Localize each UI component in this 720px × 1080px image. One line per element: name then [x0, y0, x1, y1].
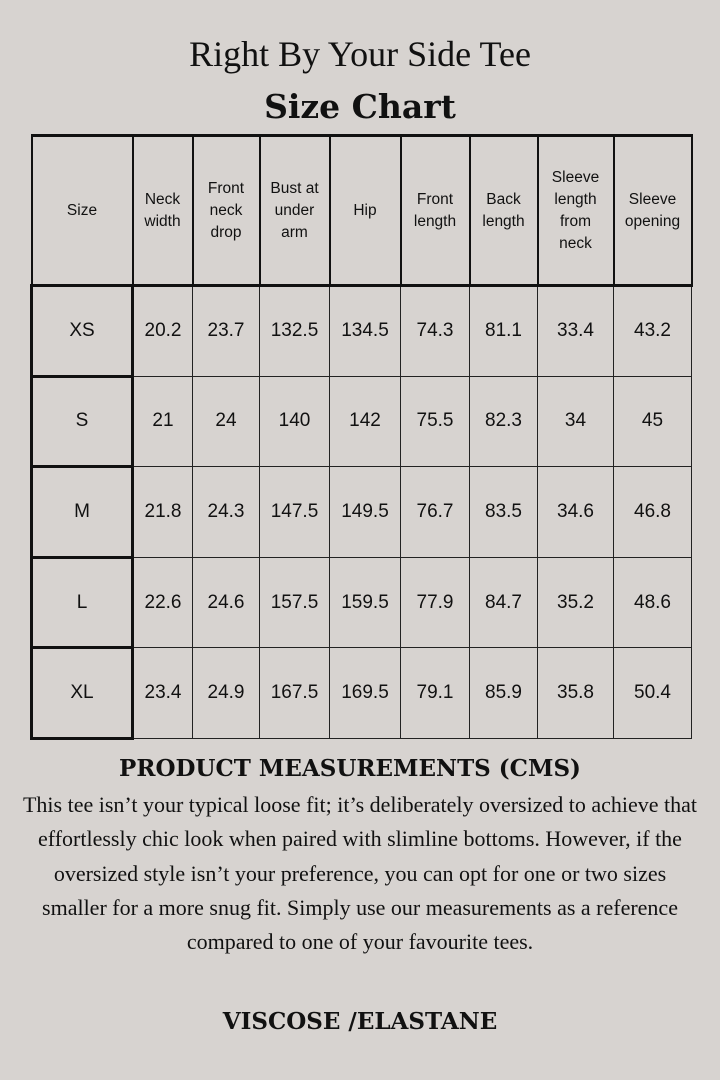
measurement-cell: 81.1 [470, 286, 538, 377]
table-row [32, 557, 692, 648]
measurement-cell: 33.4 [538, 286, 614, 377]
size-cell: XL [32, 648, 133, 739]
table-row [32, 467, 692, 558]
size-cell: S [32, 376, 133, 467]
table-row [32, 648, 692, 739]
size-chart-heading: Size Chart [264, 87, 456, 126]
measurement-cell: 24.6 [193, 557, 260, 648]
measurement-cell: 77.9 [401, 557, 470, 648]
measurement-cell: 167.5 [260, 648, 330, 739]
size-cell: L [32, 557, 133, 648]
measurement-cell: 140 [260, 376, 330, 467]
measurement-cell: 82.3 [470, 376, 538, 467]
column-header-front-neck-drop: Front neck drop [193, 136, 260, 286]
measurement-cell: 22.6 [133, 557, 193, 648]
measurement-cell: 24 [193, 376, 260, 467]
measurement-cell: 23.4 [133, 648, 193, 739]
table-row [32, 286, 692, 377]
column-header-sleeve-length-from-neck: Sleeve length from neck [538, 136, 614, 286]
measurement-cell: 75.5 [401, 376, 470, 467]
table-header-row [32, 136, 692, 286]
material-label: VISCOSE /ELASTANE [222, 1008, 498, 1035]
measurement-cell: 24.3 [193, 467, 260, 558]
measurement-cell: 169.5 [330, 648, 401, 739]
measurement-cell: 74.3 [401, 286, 470, 377]
measurement-cell: 34 [538, 376, 614, 467]
column-header-bust-at-under-arm: Bust at under arm [260, 136, 330, 286]
measurement-cell: 35.2 [538, 557, 614, 648]
column-header-sleeve-opening: Sleeve opening [614, 136, 692, 286]
size-chart-table [30, 134, 693, 740]
measurement-cell: 157.5 [260, 557, 330, 648]
measurement-cell: 159.5 [330, 557, 401, 648]
measurement-cell: 132.5 [260, 286, 330, 377]
measurement-cell: 21 [133, 376, 193, 467]
measurement-cell: 46.8 [614, 467, 692, 558]
column-header-front-length: Front length [401, 136, 470, 286]
column-header-hip: Hip [330, 136, 401, 286]
measurement-cell: 134.5 [330, 286, 401, 377]
size-cell: M [32, 467, 133, 558]
column-header-back-length: Back length [470, 136, 538, 286]
column-header-neck-width: Neck width [133, 136, 193, 286]
measurement-cell: 35.8 [538, 648, 614, 739]
measurement-cell: 85.9 [470, 648, 538, 739]
measurement-cell: 50.4 [614, 648, 692, 739]
measurement-cell: 48.6 [614, 557, 692, 648]
measurement-cell: 21.8 [133, 467, 193, 558]
measurement-cell: 24.9 [193, 648, 260, 739]
measurement-cell: 79.1 [401, 648, 470, 739]
size-cell: XS [32, 286, 133, 377]
table-row [32, 376, 692, 467]
measurement-cell: 142 [330, 376, 401, 467]
measurement-cell: 149.5 [330, 467, 401, 558]
measurements-heading: PRODUCT MEASUREMENTS (CMS) [119, 755, 581, 782]
page-title: Right By Your Side Tee [189, 34, 531, 74]
measurement-cell: 43.2 [614, 286, 692, 377]
measurement-cell: 20.2 [133, 286, 193, 377]
measurement-cell: 45 [614, 376, 692, 467]
fit-description: This tee isn’t your typical loose fit; it’s deliberately oversized to achieve that effortlessly chic look when paired with slimline bottoms. However, if the oversized style isn’t your preference, you can opt for one or two sizes smaller for a more snug fit. Simply use our measurements as a reference compared to one of your favourite tees. [22, 792, 698, 955]
measurement-cell: 76.7 [401, 467, 470, 558]
measurement-cell: 84.7 [470, 557, 538, 648]
column-header-size: Size [32, 136, 133, 286]
measurement-cell: 23.7 [193, 286, 260, 377]
measurement-cell: 34.6 [538, 467, 614, 558]
measurement-cell: 83.5 [470, 467, 538, 558]
measurement-cell: 147.5 [260, 467, 330, 558]
